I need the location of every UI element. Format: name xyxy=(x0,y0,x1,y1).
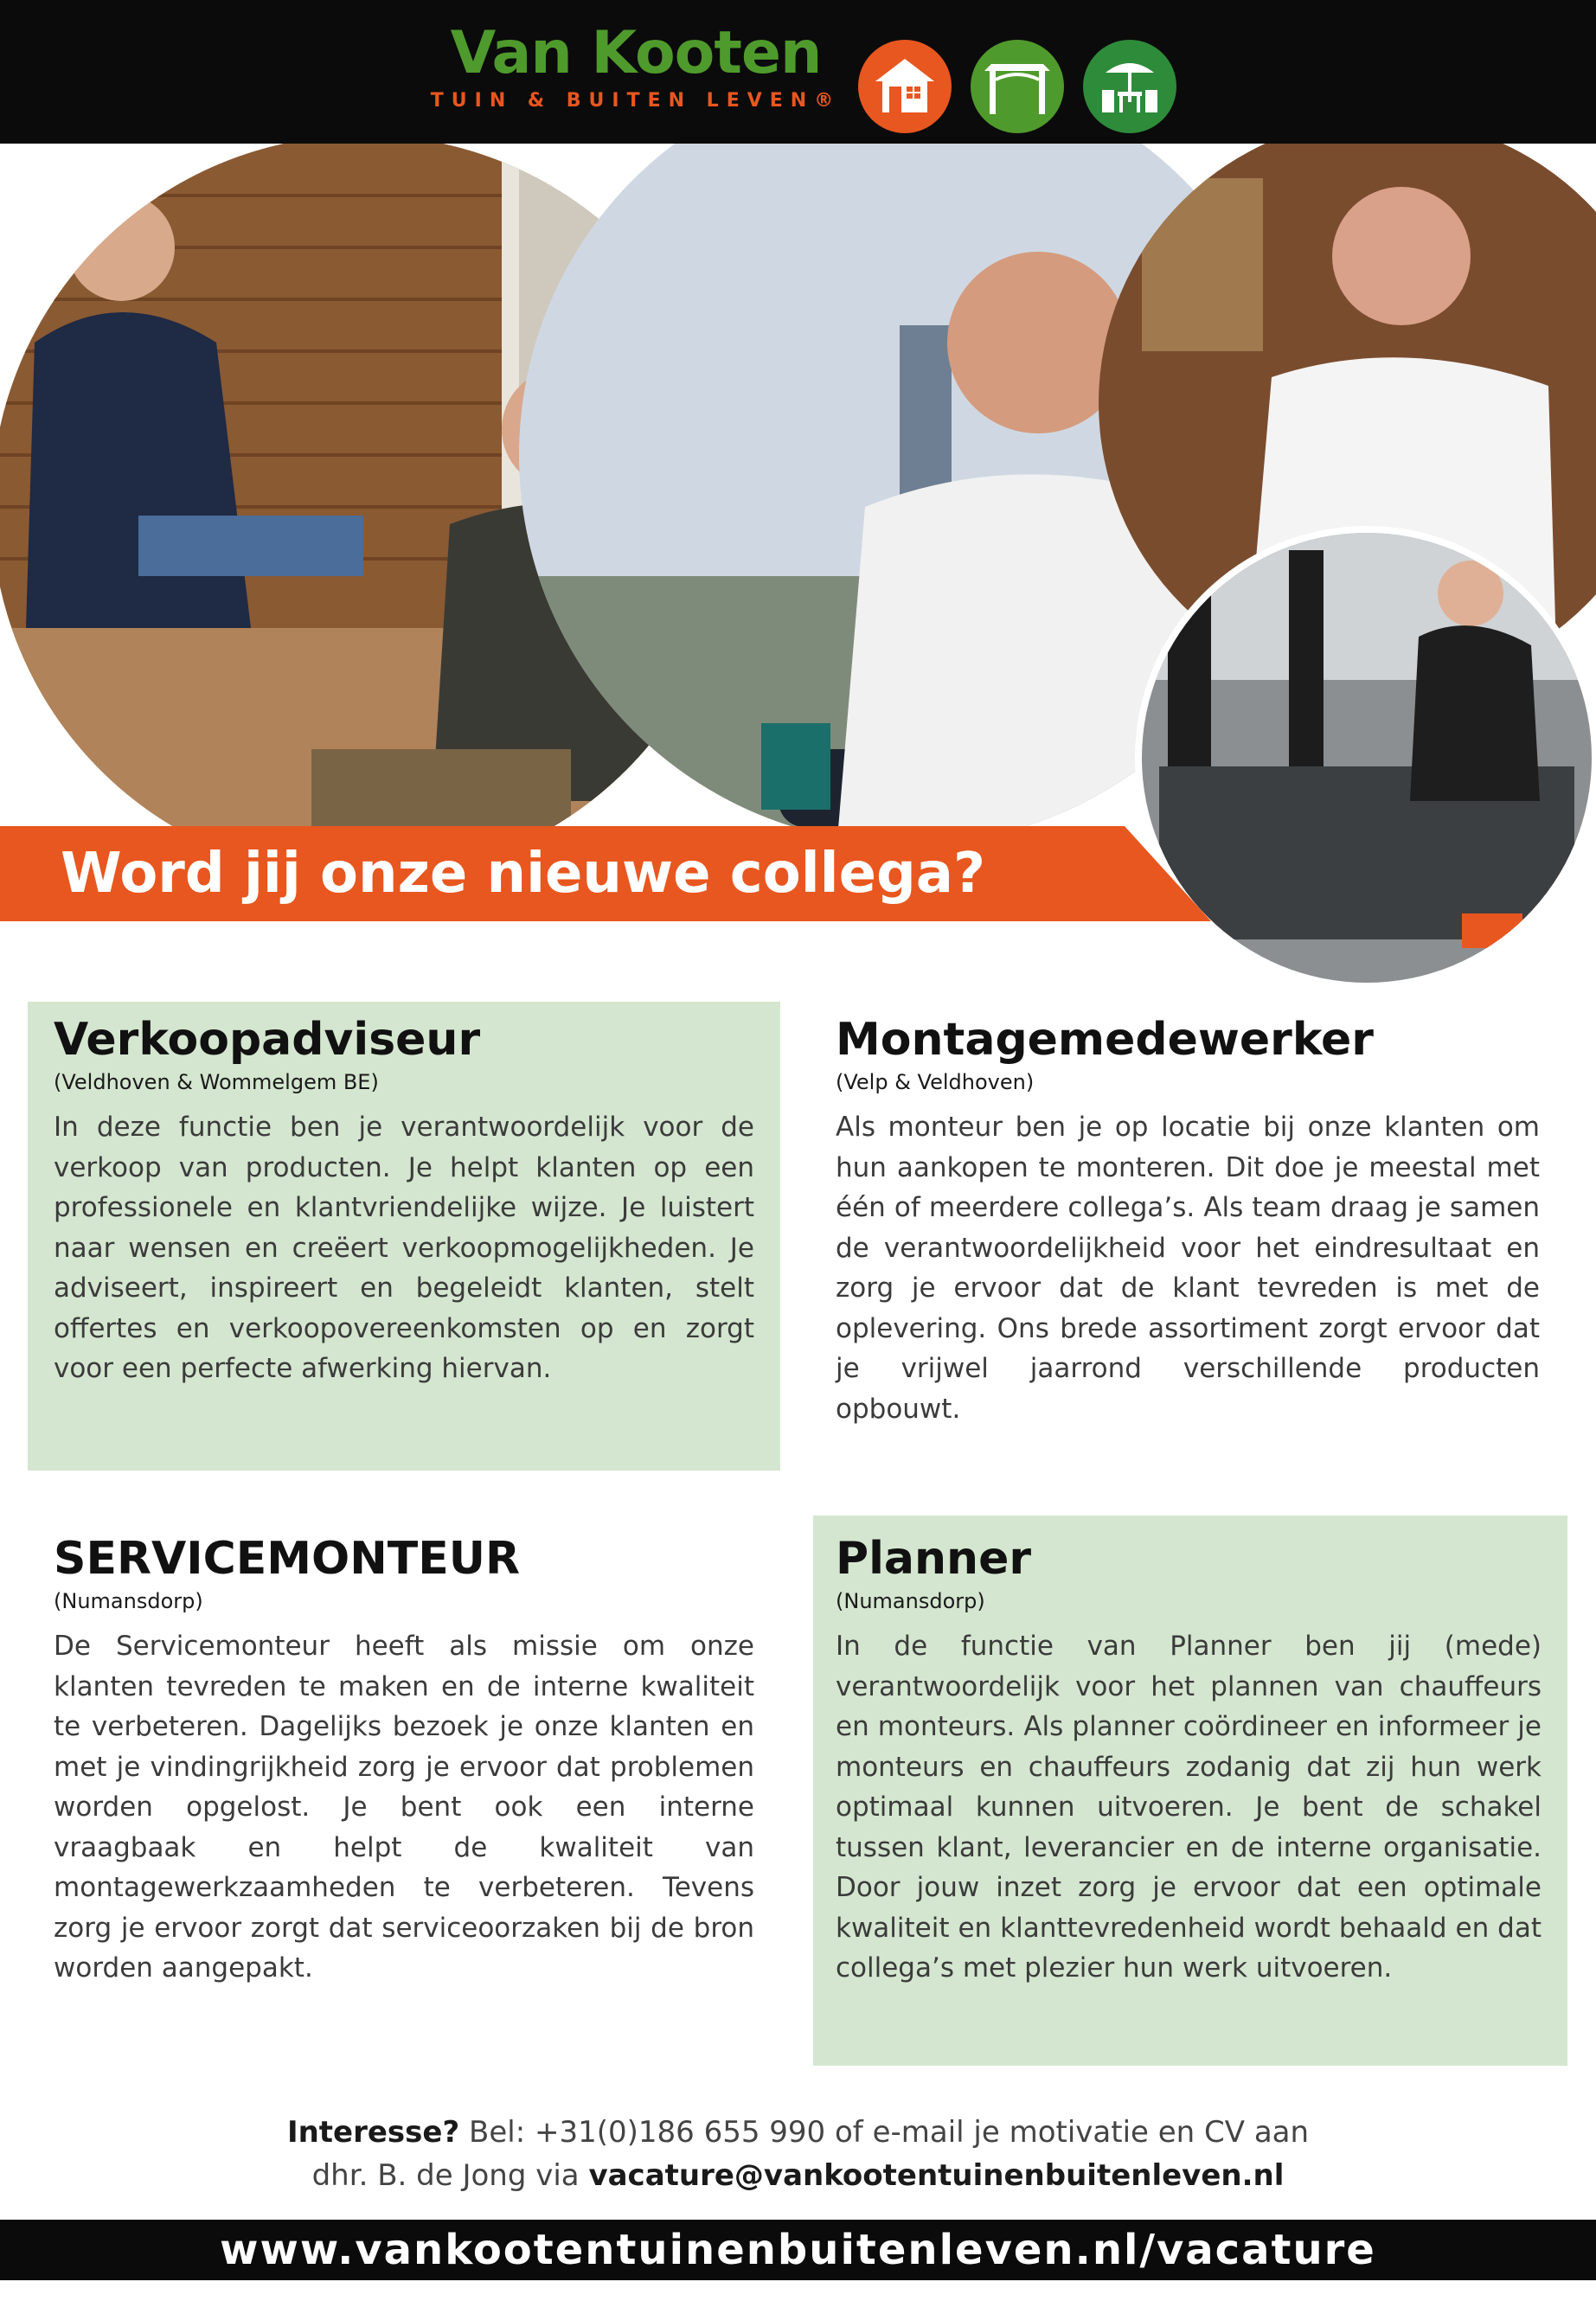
garden-house-icon xyxy=(856,38,953,135)
job-title: Planner xyxy=(836,1533,1031,1585)
job-description: Als monteur ben je op locatie bij onze klanten om hun aankopen te monteren. Dit doe je meestal met één of meerdere collega’s. Als team draag je samen de verantwoordelijkheid voor het eindresultaat en zorg je ervoor dat de klant tevreden is met de oplevering. Ons brede assortiment zorgt ervoor dat je vrijwel jaarrond verschillende producten opbouwt. xyxy=(836,1112,1540,1425)
contact-lead: Interesse? xyxy=(286,2115,460,2150)
contact-email-link[interactable]: vacature@vankootentuinenbuitenleven.nl xyxy=(588,2158,1285,2193)
contact-phone-text: Bel: +31(0)186 655 990 of e-mail je motivatie en CV aan xyxy=(469,2115,1310,2150)
job-card-planner xyxy=(813,1516,1567,2066)
job-title: SERVICEMONTEUR xyxy=(54,1533,521,1585)
job-card-servicemonteur xyxy=(28,1521,780,2005)
pergola-icon xyxy=(969,38,1066,135)
contact-line-1 xyxy=(104,2111,1492,2154)
page-headline: Word jij onze nieuwe collega? xyxy=(61,842,986,906)
contact-line-2 xyxy=(104,2154,1492,2197)
job-location: (Veldhoven & Wommelgem BE) xyxy=(54,1070,379,1094)
brand-tagline: TUIN & BUITEN LEVEN® xyxy=(430,90,842,112)
contact-info xyxy=(104,2111,1492,2197)
job-location: (Numansdorp) xyxy=(836,1589,985,1613)
contact-person-text: dhr. B. de Jong via xyxy=(311,2158,580,2193)
job-description: In de functie van Planner ben jij (mede) verantwoordelijk voor het plannen van chauffeurs en monteurs. Als planner coördineer en informeer je monteurs en chauffeurs zodanig dat zij hun werk optimaal kunnen uitvoeren. Je bent de schakel tussen klant, leverancier en de interne organisatie. Door jouw inzet zorg je ervoor dat een optimale kwaliteit en klanttevredenheid wordt behaald en dat collega’s met plezier hun werk uitvoeren. xyxy=(836,1631,1542,1984)
header-bar xyxy=(0,0,1596,144)
brand-logo xyxy=(424,19,848,131)
job-title: Montagemedewerker xyxy=(836,1014,1374,1066)
job-card-montagemedewerker xyxy=(813,1002,1566,1471)
garden-furniture-icon xyxy=(1081,38,1178,135)
footer-bar xyxy=(0,2220,1596,2280)
footer-url-link[interactable]: www.vankootentuinenbuitenleven.nl/vacature xyxy=(220,2226,1376,2274)
job-description: In deze functie ben je verantwoordelijk voor de verkoop van producten. Je helpt klanten op een professionele en klantvriendelijke wijze. Je luistert naar wensen en creëert verkoopmogelijkheden. Je adviseert, inspireert en begeleidt klanten, stelt offertes en verkoopovereenkomsten op en zorgt voor een perfecte afwerking hiervan. xyxy=(54,1112,754,1384)
job-location: (Numansdorp) xyxy=(54,1589,203,1613)
job-location: (Velp & Veldhoven) xyxy=(836,1070,1035,1094)
brand-name: Van Kooten xyxy=(450,19,822,87)
job-card-verkoopadviseur xyxy=(28,1002,780,1471)
job-title: Verkoopadviseur xyxy=(54,1014,481,1066)
job-description: De Servicemonteur heeft als missie om onze klanten tevreden te maken en de interne kwaliteit te verbeteren. Dagelijks bezoek je onze klanten en met je vindingrijkheid zorg je ervoor dat problemen worden opgelost. Je bent ook een interne vraagbaak en helpt de kwaliteit van montagewerkzaamheden te verbeteren. Tevens zorg je ervoor zorgt dat serviceoorzaken bij de bron worden aangepakt. xyxy=(54,1631,754,1984)
